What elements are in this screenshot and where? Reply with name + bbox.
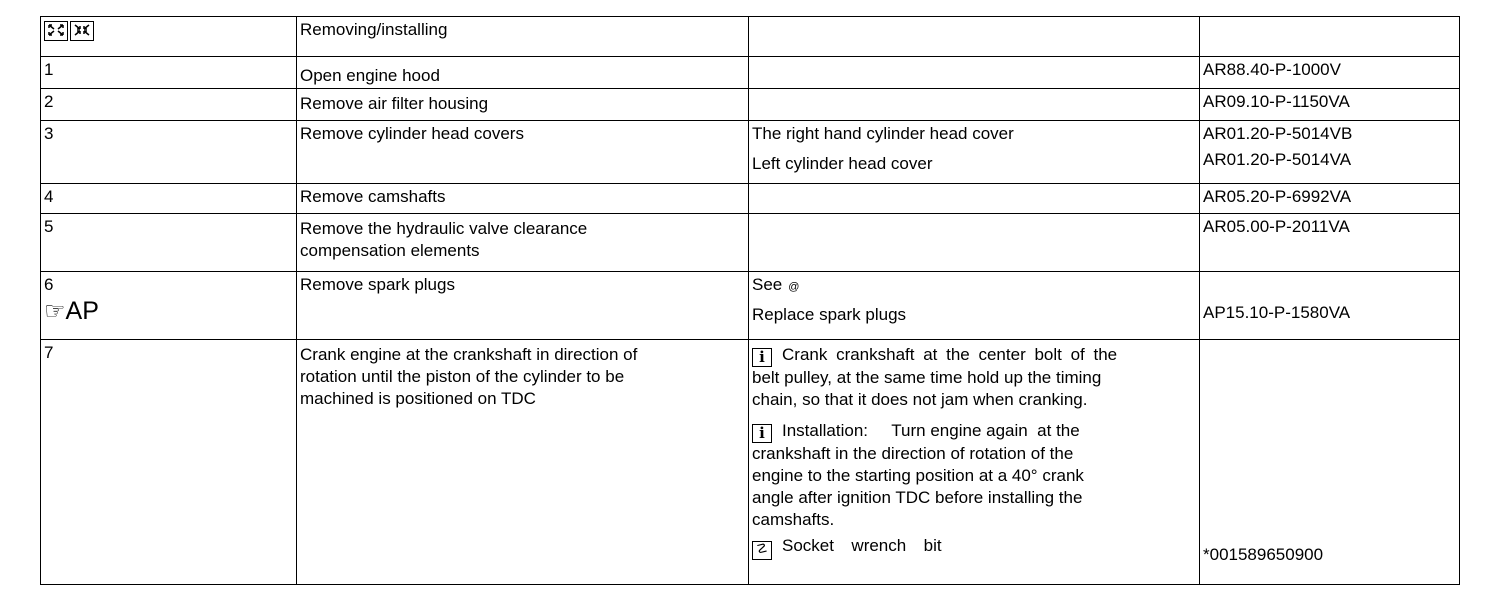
step-number: 3 — [41, 121, 297, 184]
table-row — [41, 214, 1460, 272]
step-reference: AR05.20-P-6992VA — [1200, 184, 1460, 214]
procedure-table — [40, 16, 1460, 585]
info-icon: i — [752, 424, 772, 443]
step-reference: *001589650900 — [1200, 340, 1460, 585]
step-number: 5 — [41, 214, 297, 272]
table-row — [41, 57, 1460, 89]
tool-icon: ☡ — [752, 541, 772, 560]
ap-badge: ☞AP — [44, 297, 99, 325]
step-action: Crank engine at the crankshaft in direction of rotation until the piston of the cylinder to be machined is positioned on TDC — [297, 340, 749, 585]
step-reference: AR05.00-P-2011VA — [1200, 214, 1460, 272]
step-number: 4 — [41, 184, 297, 214]
table-row — [41, 121, 1460, 184]
table-header-row — [41, 17, 1460, 57]
step-action: Remove camshafts — [297, 184, 749, 214]
step-detail: See @ Replace spark plugs — [749, 272, 1200, 340]
step-action: Remove the hydraulic valve clearance compensation elements — [297, 214, 749, 272]
step-action: Remove cylinder head covers — [297, 121, 749, 184]
see-label: See — [752, 275, 783, 294]
step-action: Remove air filter housing — [297, 89, 749, 121]
step-notes: i Crank crankshaft at the center bolt of the belt pulley, at the same time hold up the timing chain, so that it does not jam when cranking. i Installation: Turn engine again at the crankshaft in the direction of rotation of the engine to the starting position at a 40° crank angle after ignition TDC before installing the camshafts. ☡ Socket wrench bit — [749, 340, 1200, 585]
info-icon: i — [752, 348, 772, 367]
step-number: 2 — [41, 89, 297, 121]
step-number: 7 — [41, 340, 297, 585]
step-reference: AP15.10-P-1580VA — [1200, 272, 1460, 340]
step-number-cell — [41, 272, 297, 340]
step-action: Open engine hood — [297, 57, 749, 89]
remove-icon — [44, 21, 68, 41]
link-symbol[interactable]: @ — [788, 281, 800, 293]
step-number: 6 — [44, 275, 54, 294]
header-title: Removing/installing — [297, 17, 749, 57]
step-reference: AR01.20-P-5014VB AR01.20-P-5014VA — [1200, 121, 1460, 184]
pointing-hand-icon: ☞ — [44, 297, 66, 325]
step-number: 1 — [41, 57, 297, 89]
table-row — [41, 272, 1460, 340]
header-icons-cell — [41, 17, 297, 57]
table-row — [41, 184, 1460, 214]
table-row — [41, 89, 1460, 121]
table-row — [41, 340, 1460, 585]
step-action: Remove spark plugs — [297, 272, 749, 340]
step-reference: AR88.40-P-1000V — [1200, 57, 1460, 89]
step-detail: The right hand cylinder head cover Left cylinder head cover — [749, 121, 1200, 184]
step-reference: AR09.10-P-1150VA — [1200, 89, 1460, 121]
install-icon — [70, 21, 94, 41]
